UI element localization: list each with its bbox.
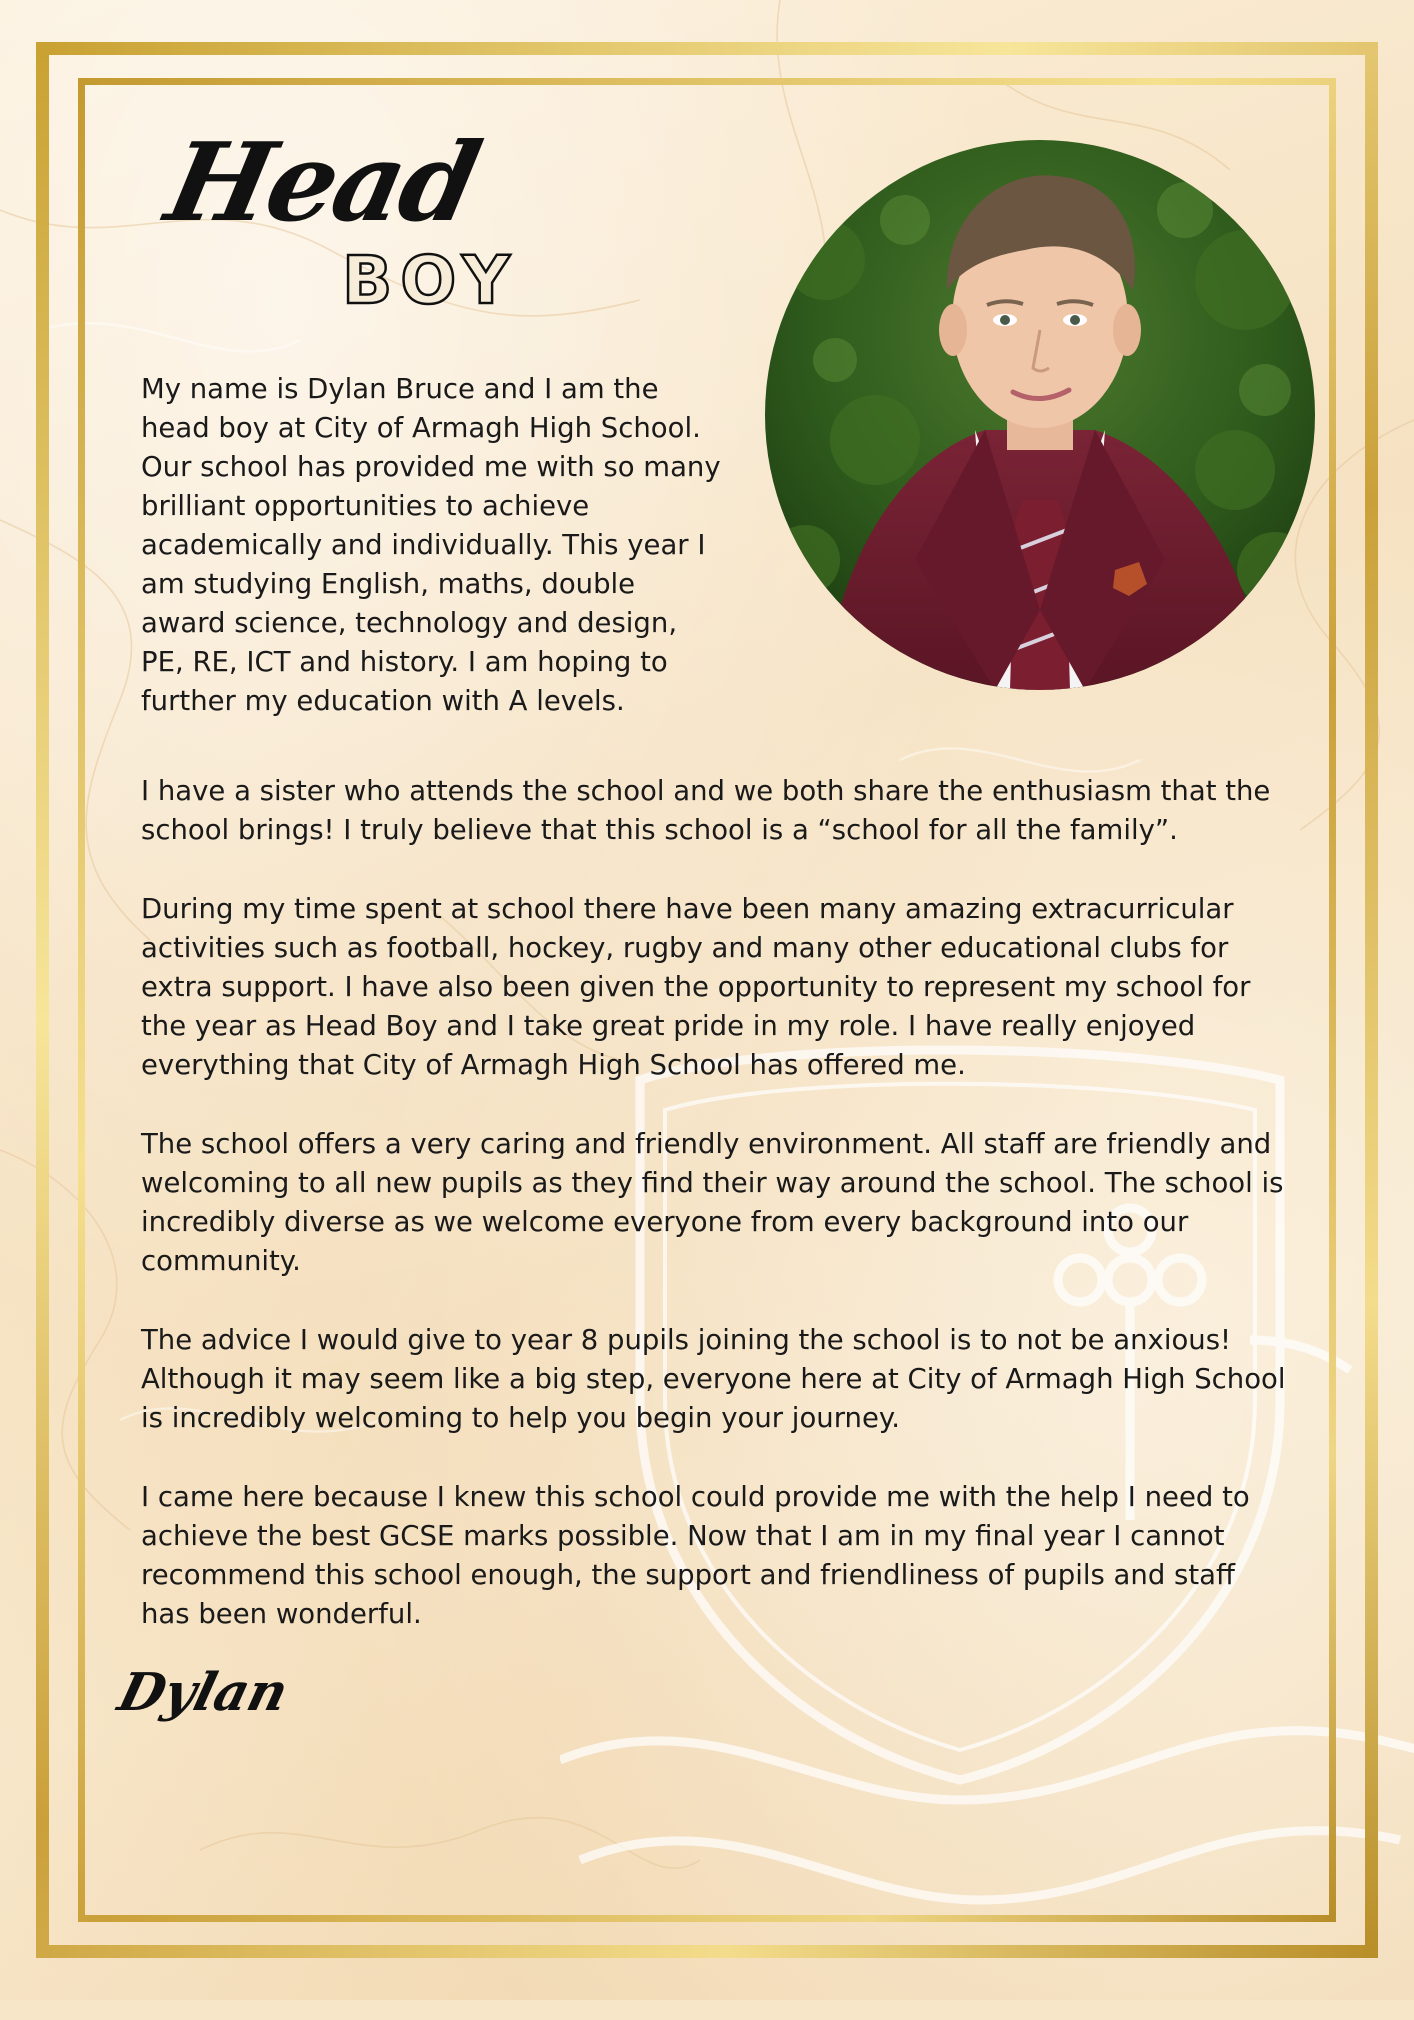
title-boy-caps: BOY (342, 242, 518, 319)
paragraph-extracurricular: During my time spent at school there have been many amazing extracurricular activities such as football, hockey, rugby and many other educational clubs for extra support. I have also been given the opportunity to represent my school for the year as Head Boy and I take great pride in my role. I have really enjoyed everything that City of Armagh High School has offered me. (141, 893, 1251, 1081)
signature-dylan: Dylan (112, 1662, 295, 1723)
paragraph-sister: I have a sister who attends the school and we both share the enthusiasm that the school brings! I truly believe that this school is a “school for all the family”. (141, 775, 1271, 846)
paragraph-reason: I came here because I knew this school could provide me with the help I need to achieve the best GCSE marks possible. Now that I am in my final year I cannot recommend this school enough, the support and friendliness of pupils and staff has been wonderful. (141, 1481, 1250, 1630)
paragraph-environment: The school offers a very caring and friendly environment. All staff are friendly and welcoming to all new pupils as they find their way around the school. The school is incredibly diverse as we welcome everyone from every background into our community. (141, 1128, 1284, 1277)
head-boy-portrait (765, 140, 1315, 690)
paragraph-advice: The advice I would give to year 8 pupils joining the school is to not be anxious! Although it may seem like a big step, everyone here at City of Armagh High School is incredibly welcoming to help you begin your journey. (141, 1324, 1286, 1434)
intro-paragraph: My name is Dylan Bruce and I am the head boy at City of Armagh High School. Our school has provided me with so many brilliant opportunities to achieve academically and individually. This year I am studying English, maths, double award science, technology and design, PE, RE, ICT and history. I am hoping to further my education with A levels. (141, 373, 721, 717)
title-head-script: Head (156, 120, 488, 246)
